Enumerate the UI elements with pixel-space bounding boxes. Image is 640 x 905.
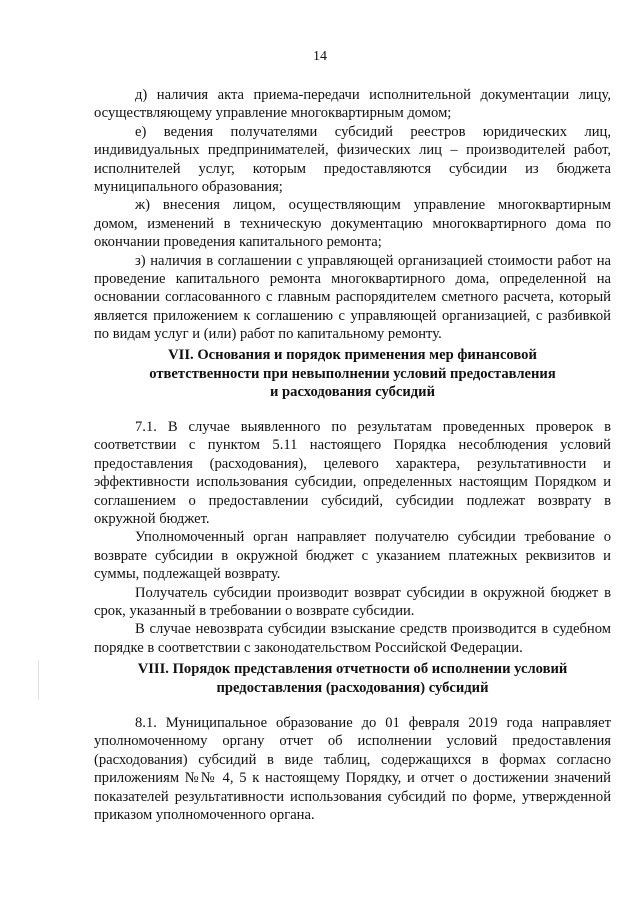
paragraph-8-1: 8.1. Муниципальное образование до 01 февраля 2019 года направляет уполномоченному органу отчет об исполнении условий предоставления (расходования) субсидий в виде таблиц, содержащихся в формах согласно приложениям №№ 4, 5 к настоящему Порядку, и отчет о достижении значений показателей результативности использования субсидий по форме, утвержденной приказом уполномоченного органа. xyxy=(94,715,611,824)
section-8-heading-line: предоставления (расходования) субсидий xyxy=(216,679,489,696)
section-7-heading-line: ответственности при невыполнении условий предоставления xyxy=(149,365,556,382)
section-7-heading-line: и расходования субсидий xyxy=(270,384,435,401)
section-7-heading-line: VII. Основания и порядок применения мер финансовой xyxy=(168,347,537,363)
section-8-body xyxy=(94,714,611,824)
section-8-heading xyxy=(94,660,611,697)
margin-mark xyxy=(38,660,39,700)
item-zh: ж) внесения лицом, осуществляющим управление многоквартирным домом, изменений в техническую документацию многоквартирного дома по окончании проведения капитального ремонта; xyxy=(94,197,611,251)
paragraph-7-1-notice: Уполномоченный орган направляет получателю субсидии требование о возврате субсидии в окружной бюджет с указанием платежных реквизитов и суммы, подлежащей возврату. xyxy=(94,529,611,583)
page-number: 14 xyxy=(313,49,327,64)
paragraph-7-1-court: В случае невозврата субсидии взыскание средств производится в судебном порядке в соответствии с законодательством Российской Федерации. xyxy=(94,621,611,656)
paragraph-7-1-refund: Получатель субсидии производит возврат субсидии в окружной бюджет в срок, указанный в требовании о возврате субсидии. xyxy=(94,584,611,620)
paragraph-7-1: 7.1. В случае выявленного по результатам проведенных проверок в соответствии с пунктом 5.11 настоящего Порядка несоблюдения условий предоставления (расходования), целевого характера, результативности и эффективности использования субсидии, определенных настоящим Порядком и соглашением о предоставлении субсидий, субсидии подлежат возврату в окружной бюджет. xyxy=(94,419,611,528)
items-continued-block xyxy=(94,86,611,344)
item-z: з) наличия в соглашении с управляющей организацией стоимости работ на проведение капитального ремонта многоквартирного дома, определенной на основании согласованного с главным распорядителем сметного расчета, который является приложением к соглашению с управляющей организацией, с разбивкой по видам услуг и (или) работ по капитальному ремонту. xyxy=(94,252,611,343)
item-e: е) ведения получателями субсидий реестров юридических лиц, индивидуальных предпринимателей, физических лиц – производителей работ, исполнителей услуг, которым предоставляются субсидии из бюджета муниципального образования; xyxy=(94,123,611,196)
section-7-heading xyxy=(94,346,611,402)
section-7-body xyxy=(94,418,611,657)
item-d: д) наличия акта приема-передачи исполнительной документации лицу, осуществляющему управление многоквартирным домом; xyxy=(94,87,611,122)
section-8-heading-line: VIII. Порядок представления отчетности об исполнении условий xyxy=(137,661,568,677)
